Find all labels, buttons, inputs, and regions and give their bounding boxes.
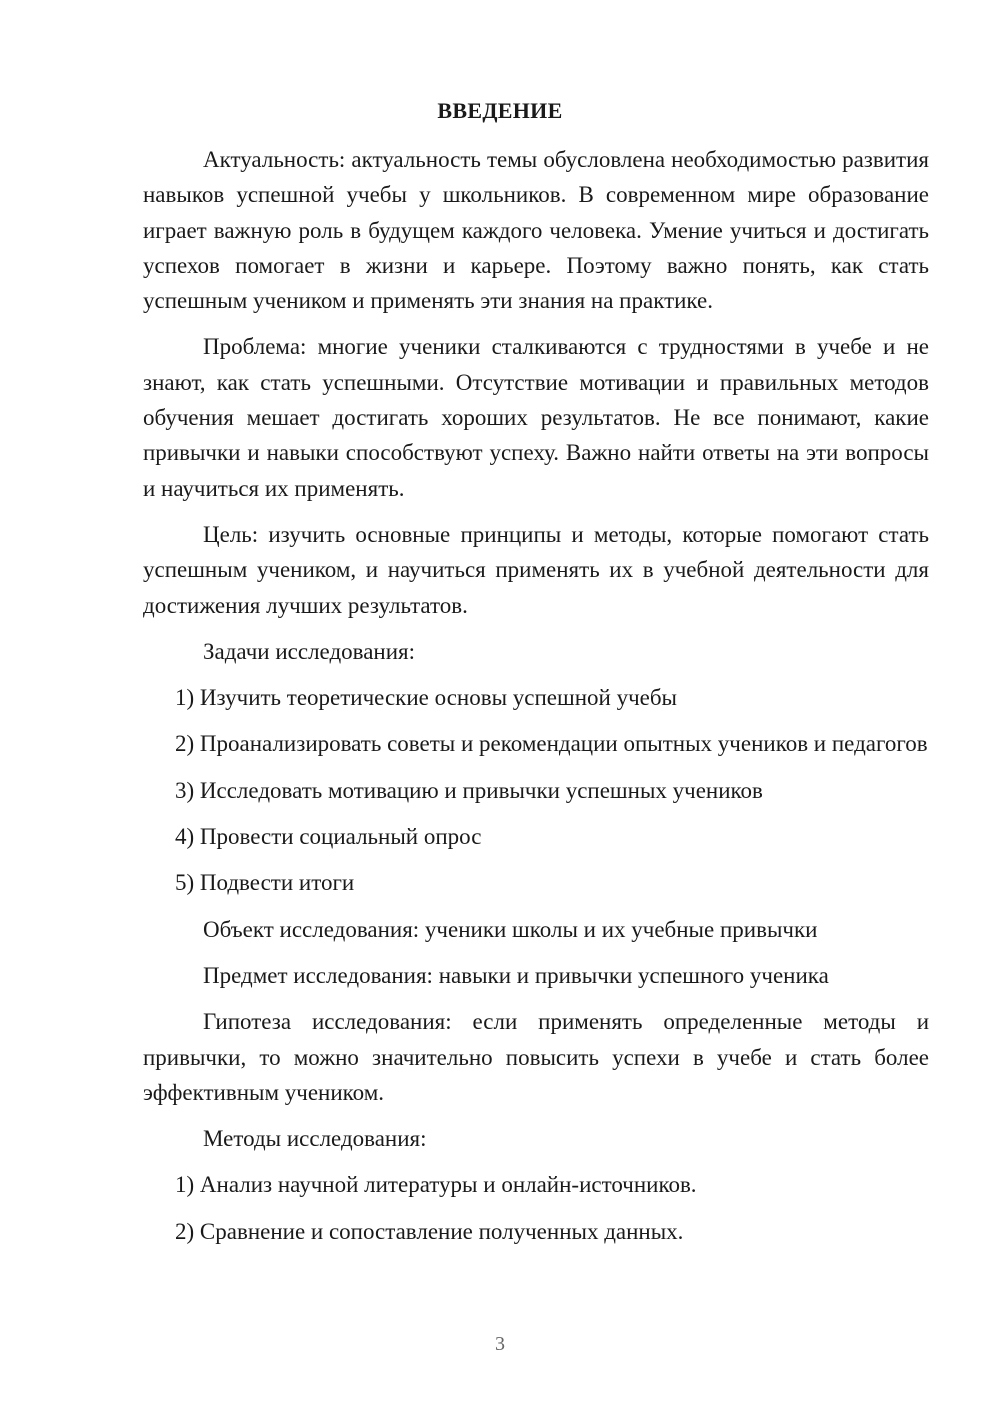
task-item-5: 5) Подвести итоги — [175, 870, 355, 896]
method-item-2: 2) Сравнение и сопоставление полученных данных. — [175, 1218, 684, 1244]
hypothesis-paragraph: Гипотеза исследования: если применять определенные методы и привычки, то можно значительно повысить успехи в учебе и стать более эффективным учеником. — [143, 1009, 929, 1105]
methods-title: Методы исследования: — [203, 1126, 427, 1152]
section-heading: ВВЕДЕНИЕ — [437, 98, 563, 123]
tasks-title: Задачи исследования: — [203, 638, 416, 664]
subject-paragraph: Предмет исследования: навыки и привычки успешного ученика — [203, 962, 829, 988]
task-item-3: 3) Исследовать мотивацию и привычки успешных учеников — [175, 777, 763, 803]
goal-paragraph: Цель: изучить основные принципы и методы, которые помогают стать успешным учеником, и научиться применять их в учебной деятельности для достижения лучших результатов. — [143, 521, 929, 618]
page-number: 3 — [495, 1333, 505, 1355]
task-item-1: 1) Изучить теоретические основы успешной учебы — [175, 685, 678, 711]
relevance-paragraph: Актуальность: актуальность темы обусловлена необходимостью развития навыков успешной учебы у школьников. В современном мире образование играет важную роль в будущем каждого человека. Умение учиться и достигать успехов помогает в жизни и карьере. Поэтому важно понять, как стать успешным учеником и применять эти знания на практике. — [143, 147, 929, 314]
method-item-1: 1) Анализ научной литературы и онлайн-источников. — [175, 1172, 697, 1198]
task-item-2: 2) Проанализировать советы и рекомендации опытных учеников и педагогов — [175, 731, 928, 757]
problem-paragraph: Проблема: многие ученики сталкиваются с трудностями в учебе и не знают, как стать успешными. Отсутствие мотивации и правильных методов обучения мешает достигать хороших результатов. Не все понимают, какие привычки и навыки способствуют успеху. Важно найти ответы на эти вопросы и научиться их применять. — [143, 334, 929, 501]
object-paragraph: Объект исследования: ученики школы и их учебные привычки — [203, 916, 818, 942]
task-item-4: 4) Провести социальный опрос — [175, 824, 482, 850]
document-body — [143, 142, 929, 1249]
